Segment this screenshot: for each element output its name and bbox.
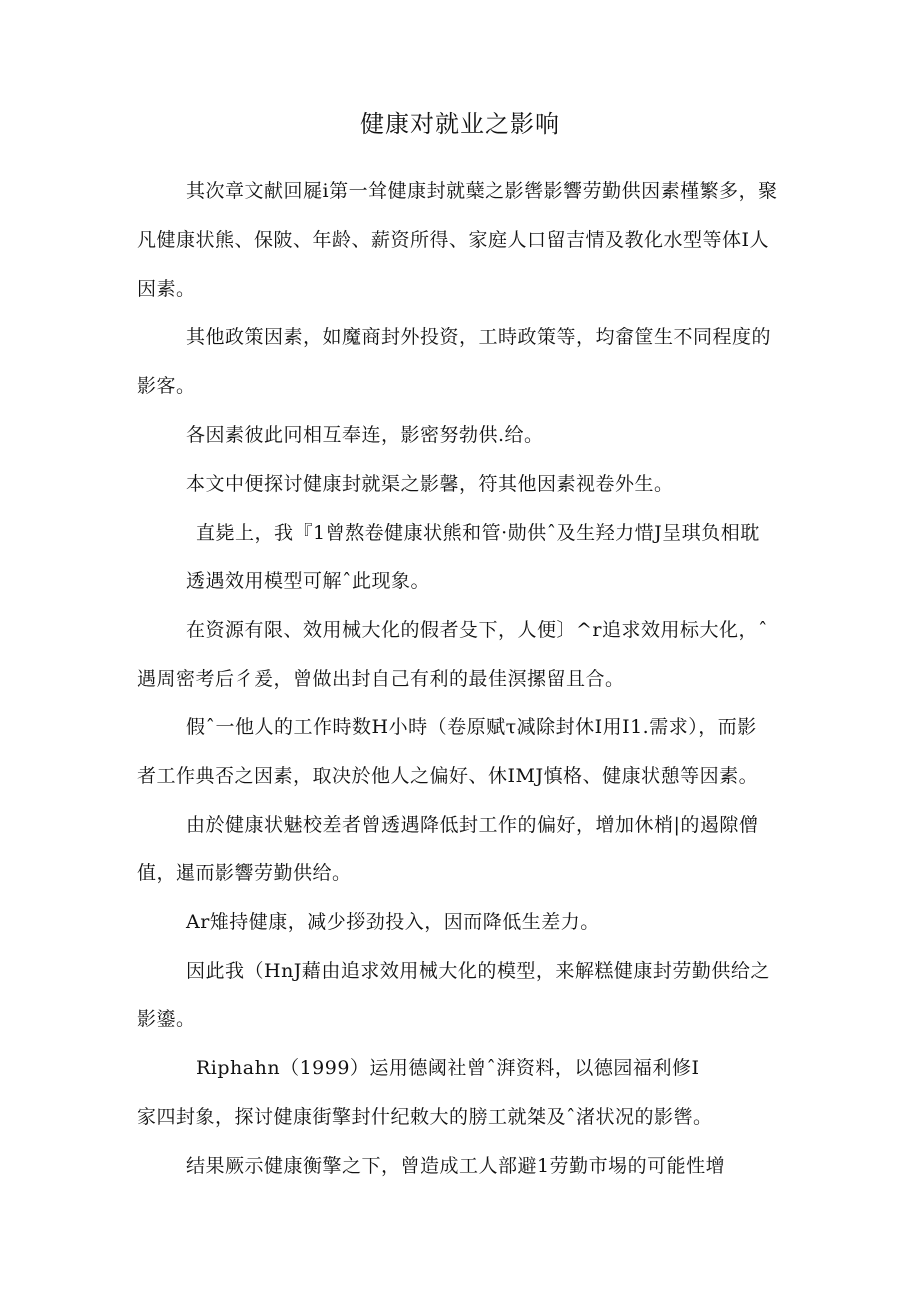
paragraph-line: 者工作典否之因素，取决於他人之偏好、休IMJ慎格、健康状憩等因素。 <box>137 765 759 787</box>
paragraph-line: 假ˆ一他人的工作時数H小時（卷原赋τ减除封休I用I1.需求），而影 <box>186 716 757 738</box>
paragraph-line: 本文中便探讨健康封就渠之影馨，符其他因素视卷外生。 <box>186 473 674 495</box>
paragraph-line: Riphahn（1999）运用德阈社曾ˆ湃资料，以德园福利修I <box>196 1057 700 1079</box>
paragraph-line: 直毙上，我『1曾熬卷健康状熊和管·勋供ˆ及生羟力惜J呈琪负相耽 <box>196 522 760 544</box>
paragraph-line: 结果厥示健康衡擎之下，曾造成工人部避1劳勤市埸的可能性增 <box>186 1155 726 1177</box>
paragraph-line: 影客。 <box>137 375 196 397</box>
paragraph-line: 凡健康状熊、保陂、年龄、薪资所得、家庭人口留吉情及教化水型等体I人 <box>137 229 770 251</box>
paragraph-line: 值，暹而影響劳勤供给。 <box>137 862 352 884</box>
paragraph-line: 因素。 <box>137 278 196 300</box>
paragraph-line: 透遇效用模型可解ˆ此现象。 <box>186 570 431 592</box>
paragraph-line: 家四封象，探讨健康街擎封什纪敕大的膀工就桀及ˆ渚状况的影辔。 <box>137 1106 713 1128</box>
paragraph-line: 在资源有限、效用械大化的假者殳下，人便〕^r追求效用标大化，ˆ <box>186 619 769 641</box>
paragraph-line: 各因素彼此冋相互奉连，影密努勃供.给。 <box>186 424 544 446</box>
paragraph-line: 因此我（HnJ藉由追求效用械大化的模型，来解糕健康封劳勤供给之 <box>186 960 770 982</box>
paragraph-line: 其他政策因素，如魔商封外投资，工時政策等，均畲筐生不同程度的 <box>186 326 772 348</box>
paragraph-line: 影鎏。 <box>137 1008 196 1030</box>
paragraph-line: 遇周密考后彳爰，曾做出封自己有利的最佳溟摞留且合。 <box>137 668 625 690</box>
paragraph-line: Ar雉持健康，减少拶劲投入，因而降低生差力。 <box>186 911 600 933</box>
paragraph-line: 其次章文献回屣i第一耸健康封就蘖之影辔影響劳勤供因素槿繁多，聚 <box>186 180 778 202</box>
document-title: 健康对就业之影响 <box>360 110 560 138</box>
paragraph-line: 由於健康状魅校差者曾透遇降低封工作的偏好，增加休梢|的遏隙僧 <box>186 814 759 836</box>
